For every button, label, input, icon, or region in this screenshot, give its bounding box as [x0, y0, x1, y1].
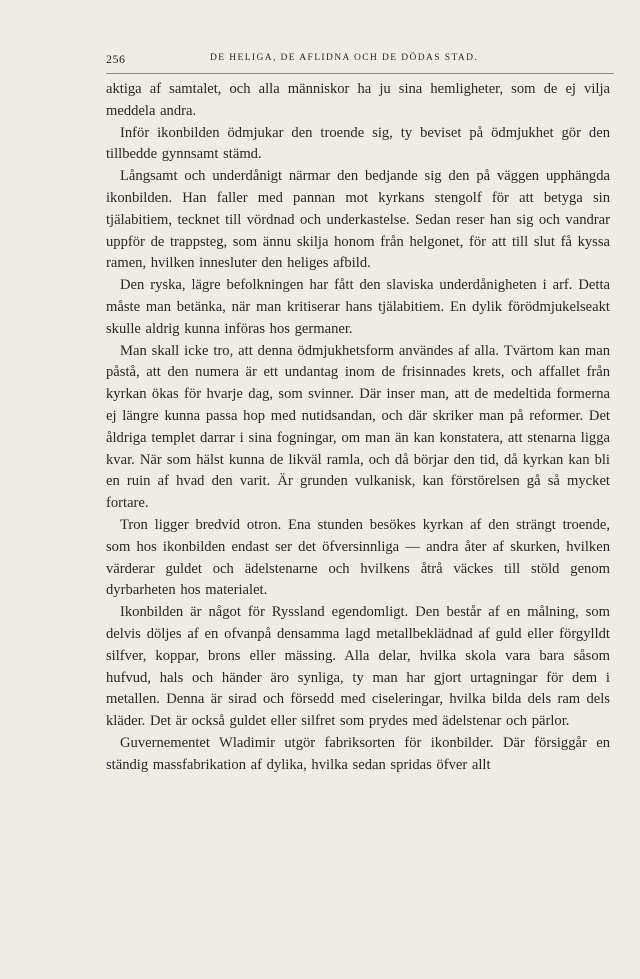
header-rule: [106, 73, 614, 74]
body-text: [106, 79, 610, 777]
paragraph: Långsamt och underdånigt närmar den bedjande sig den på väggen upphängda ikonbilden. Han faller med pannan mot kyrkans stengolf för att betyga sin tjälabitiem, tecknet till vördnad och underkastelse. Sedan reser han sig och vandrar uppför de trappsteg, som ännu skilja honom från helgonet, för att till slut få kyssa ramen, hvilken innesluter den heliges afbild.: [106, 168, 610, 272]
running-title: DE HELIGA, DE AFLIDNA OCH DE DÖDAS STAD.: [210, 53, 479, 63]
paragraph: Ikonbilden är något för Ryssland egendomligt. Den består af en målning, som delvis döljes af en ofvanpå densamma lagd metallbeklädnad af guld eller förgylldt silfver, koppar, brons eller mässing. Alla delar, hvilka skola vara bara såsom hufvud, hals och händer äro synliga, ty man har gjort urtagningar för dem i metallen. Denna är sirad och försedd med ciseleringar, hvilka bilda dels ram dels kläder. Det är också guldet eller silfret som prydes med ädelstenar och pärlor.: [106, 604, 610, 730]
paragraph-continuation: aktiga af samtalet, och alla människor ha ju sina hemligheter, som de ej vilja meddela andra.: [106, 81, 610, 119]
paragraph: Guvernementet Wladimir utgör fabriksorten för ikonbilder. Där försiggår en ständig massfabrikation af dylika, hvilka sedan spridas öfver allt: [106, 734, 610, 773]
paragraph: Den ryska, lägre befolkningen har fått den slaviska underdånigheten i arf. Detta måste man betänka, när man kritiserar hans tjälabitiem. En dylik förödmjukelseakt skulle aldrig kunna införas hos germaner.: [106, 277, 610, 337]
paragraph: Inför ikonbilden ödmjukar den troende sig, ty beviset på ödmjukhet gör den tillbedde gynnsamt stämd.: [106, 124, 610, 163]
running-head: [106, 52, 610, 68]
page-number: 256: [106, 52, 126, 66]
paragraph: Tron ligger bredvid otron. Ena stunden besökes kyrkan af den strängt troende, som hos ikonbilden endast ser det öfversinnliga — andra åter af skurken, hvilken värderar guldet och ädelstenarne och hvilkens åtrå väckes till stöld genom dyrbarheten hos materialet.: [106, 516, 610, 599]
paragraph: Man skall icke tro, att denna ödmjukhetsform användes af alla. Tvärtom kan man påstå, att den numera är ett undantag inom de frisinnades krets, och affallet från kyrkan ökas för hvarje dag, som svinner. Där inser man, att de medeltida formerna ej längre kunna passa hop med nutidsandan, och där skriker man på reformer. Det åldriga templet darrar i sina fogningar, om man än kan konstatera, att stenarna ligga kvar. När som hälst kunna de likväl ramla, och då börjar den tid, då kyrkan kan bli en ruin af hvad den varit. Är grunden vulkanisk, kan förstörelsen gå så mycket fortare.: [106, 342, 610, 512]
